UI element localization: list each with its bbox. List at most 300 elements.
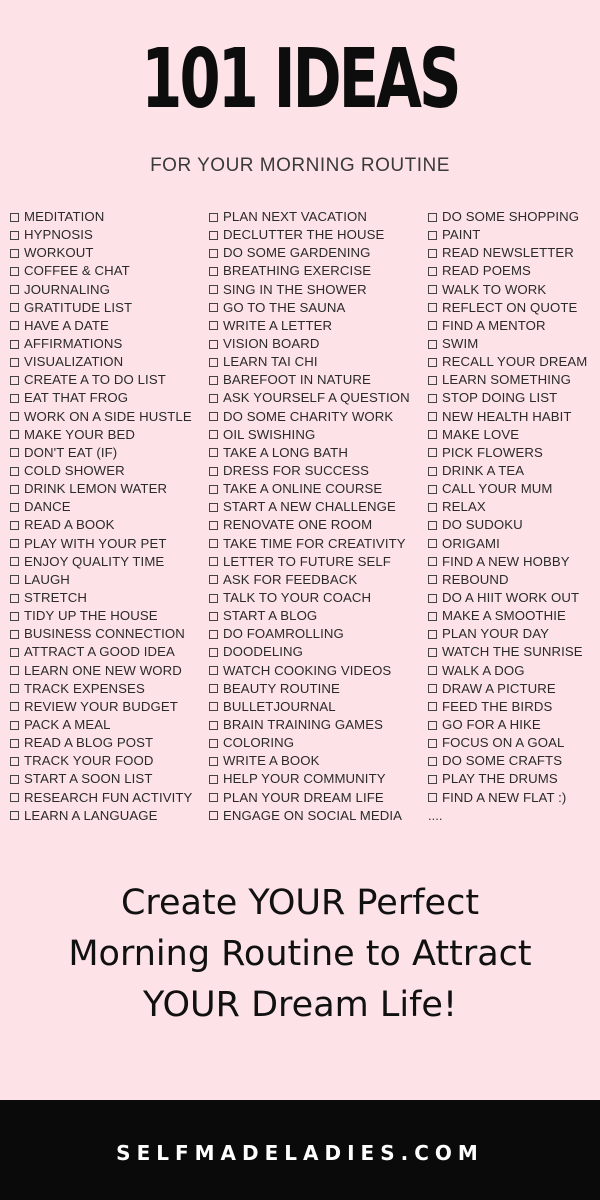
checkbox-icon[interactable] — [10, 594, 19, 603]
idea-label: PLAN YOUR DAY — [442, 626, 550, 642]
idea-item[interactable] — [428, 371, 587, 389]
checkbox-icon[interactable] — [209, 376, 218, 385]
idea-item[interactable] — [10, 625, 192, 643]
checkbox-icon[interactable] — [428, 231, 437, 240]
idea-label: READ A BLOG POST — [24, 735, 154, 751]
idea-label: PLAN NEXT VACATION — [223, 209, 367, 225]
idea-label: DO SOME CHARITY WORK — [223, 408, 394, 424]
checkbox-icon[interactable] — [10, 485, 19, 494]
checkbox-icon[interactable] — [209, 249, 218, 258]
checkbox-icon[interactable] — [428, 503, 437, 512]
checkbox-icon[interactable] — [10, 467, 19, 476]
checkbox-icon[interactable] — [10, 321, 19, 330]
idea-label: FOCUS ON A GOAL — [442, 735, 565, 751]
checkbox-icon[interactable] — [428, 485, 437, 494]
checkbox-icon[interactable] — [209, 557, 218, 566]
idea-item[interactable] — [10, 408, 192, 426]
idea-label: START A BLOG — [223, 608, 318, 624]
idea-item[interactable] — [428, 281, 587, 299]
idea-item[interactable] — [10, 371, 192, 389]
checkbox-icon[interactable] — [209, 340, 218, 349]
checkbox-icon[interactable] — [428, 757, 437, 766]
checkbox-icon[interactable] — [10, 757, 19, 766]
idea-item[interactable] — [209, 281, 410, 299]
idea-label: DOODELING — [223, 644, 304, 660]
idea-label: AFFIRMATIONS — [24, 336, 123, 352]
idea-item[interactable] — [428, 444, 587, 462]
idea-label: REBOUND — [442, 571, 509, 587]
checkbox-icon[interactable] — [10, 412, 19, 421]
checkbox-icon[interactable] — [428, 340, 437, 349]
idea-item[interactable] — [10, 516, 192, 534]
checkbox-icon[interactable] — [428, 249, 437, 258]
idea-label: ASK YOURSELF A QUESTION — [223, 390, 410, 406]
checkbox-icon[interactable] — [209, 757, 218, 766]
checkbox-icon[interactable] — [209, 285, 218, 294]
checkbox-icon[interactable] — [10, 285, 19, 294]
checkbox-icon[interactable] — [209, 811, 218, 820]
idea-label: LAUGH — [24, 571, 70, 587]
idea-item[interactable] — [209, 371, 410, 389]
checkbox-icon[interactable] — [428, 775, 437, 784]
footer-bar — [0, 1100, 600, 1200]
checkbox-icon[interactable] — [428, 285, 437, 294]
checkbox-icon[interactable] — [209, 739, 218, 748]
checkbox-icon[interactable] — [428, 376, 437, 385]
idea-label: DO SOME SHOPPING — [442, 209, 580, 225]
idea-item[interactable] — [10, 571, 192, 589]
idea-item[interactable] — [428, 607, 587, 625]
idea-item[interactable] — [209, 625, 410, 643]
idea-label: LEARN ONE NEW WORD — [24, 662, 182, 678]
checkbox-icon[interactable] — [10, 630, 19, 639]
page-title: 101 IDEAS — [141, 32, 459, 127]
checkbox-icon[interactable] — [428, 448, 437, 457]
idea-item[interactable] — [10, 208, 192, 226]
idea-label: NEW HEALTH HABIT — [442, 408, 572, 424]
checkbox-icon[interactable] — [10, 503, 19, 512]
idea-item[interactable] — [209, 770, 410, 788]
idea-item[interactable] — [10, 353, 192, 371]
checkbox-icon[interactable] — [10, 648, 19, 657]
checkbox-icon[interactable] — [10, 394, 19, 403]
checkbox-icon[interactable] — [209, 448, 218, 457]
idea-label: ORIGAMI — [442, 535, 500, 551]
checkbox-icon[interactable] — [209, 612, 218, 621]
idea-item[interactable] — [428, 571, 587, 589]
idea-item[interactable] — [10, 553, 192, 571]
checkbox-icon[interactable] — [428, 267, 437, 276]
idea-label: DO A HIIT WORK OUT — [442, 590, 580, 606]
idea-item[interactable] — [209, 734, 410, 752]
idea-label: COLORING — [223, 735, 295, 751]
idea-label: START A SOON LIST — [24, 771, 153, 787]
idea-item[interactable] — [428, 208, 587, 226]
idea-item[interactable] — [209, 317, 410, 335]
idea-item[interactable] — [209, 516, 410, 534]
idea-item[interactable] — [209, 535, 410, 553]
checkbox-icon[interactable] — [428, 612, 437, 621]
idea-label: PLAY WITH YOUR PET — [24, 535, 167, 551]
checkbox-icon[interactable] — [209, 721, 218, 730]
checkbox-icon[interactable] — [209, 684, 218, 693]
idea-item[interactable] — [428, 498, 587, 516]
idea-label: DO FOAMROLLING — [223, 626, 344, 642]
idea-item[interactable] — [209, 444, 410, 462]
idea-label: CALL YOUR MUM — [442, 481, 553, 497]
idea-label: PACK A MEAL — [24, 717, 111, 732]
ideas-column-3 — [428, 208, 587, 825]
idea-label: BULLETJOURNAL — [223, 698, 336, 714]
idea-item[interactable] — [209, 643, 410, 661]
idea-label: PAINT — [442, 227, 481, 243]
checkbox-icon[interactable] — [10, 612, 19, 621]
idea-item[interactable] — [10, 789, 192, 807]
idea-label: TIDY UP THE HOUSE — [24, 608, 158, 624]
idea-item[interactable] — [10, 444, 192, 462]
idea-item[interactable] — [209, 498, 410, 516]
idea-label: FIND A MENTOR — [442, 317, 546, 333]
idea-item[interactable] — [10, 535, 192, 553]
idea-item[interactable] — [428, 553, 587, 571]
checkbox-icon[interactable] — [209, 594, 218, 603]
idea-label: TAKE A LONG BATH — [223, 444, 348, 460]
idea-item[interactable] — [209, 716, 410, 734]
checkbox-icon[interactable] — [209, 503, 218, 512]
checkbox-icon[interactable] — [10, 739, 19, 748]
idea-item[interactable] — [10, 752, 192, 770]
checkbox-icon[interactable] — [10, 448, 19, 457]
idea-label: WATCH THE SUNRISE — [442, 644, 583, 660]
checkbox-icon[interactable] — [209, 358, 218, 367]
checkbox-icon[interactable] — [209, 521, 218, 530]
idea-label: STOP DOING LIST — [442, 390, 558, 406]
idea-label: ENJOY QUALITY TIME — [24, 553, 165, 569]
checkbox-icon[interactable] — [428, 321, 437, 330]
idea-item[interactable] — [428, 643, 587, 661]
idea-item[interactable] — [428, 734, 587, 752]
idea-item[interactable] — [428, 625, 587, 643]
checkbox-icon[interactable] — [428, 630, 437, 639]
idea-label: HYPNOSIS — [24, 227, 93, 243]
tagline-line-2: Morning Routine to Attract — [68, 934, 532, 974]
idea-label: READ NEWSLETTER — [442, 245, 574, 261]
checkbox-icon[interactable] — [209, 793, 218, 802]
ideas-column-2 — [209, 208, 410, 825]
idea-label: MAKE YOUR BED — [24, 426, 135, 442]
checkbox-icon[interactable] — [10, 249, 19, 258]
idea-label: LEARN SOMETHING — [442, 372, 571, 388]
idea-item[interactable] — [428, 408, 587, 426]
idea-item[interactable] — [428, 317, 587, 335]
idea-item[interactable] — [428, 226, 587, 244]
checkbox-icon[interactable] — [209, 231, 218, 240]
idea-item[interactable] — [209, 662, 410, 680]
idea-label: TRACK YOUR FOOD — [24, 753, 154, 769]
idea-item[interactable] — [209, 698, 410, 716]
checkbox-icon[interactable] — [209, 321, 218, 330]
checkbox-icon[interactable] — [10, 340, 19, 349]
idea-label: TAKE TIME FOR CREATIVITY — [223, 535, 406, 551]
idea-label: LEARN TAI CHI — [223, 354, 318, 370]
idea-label: VISION BOARD — [223, 336, 320, 352]
idea-item[interactable] — [428, 698, 587, 716]
idea-item[interactable] — [10, 680, 192, 698]
idea-label: RENOVATE ONE ROOM — [223, 517, 373, 533]
checkbox-icon[interactable] — [428, 648, 437, 657]
checkbox-icon[interactable] — [10, 775, 19, 784]
tagline-line-3: YOUR Dream Life! — [143, 985, 457, 1025]
idea-item[interactable] — [428, 516, 587, 534]
idea-label: REFLECT ON QUOTE — [442, 299, 578, 315]
idea-label: BREATHING EXERCISE — [223, 263, 372, 279]
idea-item[interactable] — [428, 262, 587, 280]
checkbox-icon[interactable] — [10, 793, 19, 802]
idea-label: MAKE LOVE — [442, 426, 520, 442]
checkbox-icon[interactable] — [209, 648, 218, 657]
checkbox-icon[interactable] — [209, 630, 218, 639]
idea-item[interactable] — [10, 335, 192, 353]
idea-item[interactable] — [209, 408, 410, 426]
checkbox-icon[interactable] — [428, 793, 437, 802]
checkbox-icon[interactable] — [209, 702, 218, 711]
idea-label: DRAW A PICTURE — [442, 680, 556, 696]
idea-label: PICK FLOWERS — [442, 444, 543, 460]
site-url[interactable]: SELFMADELADIES.COM — [116, 1141, 484, 1165]
checkbox-icon[interactable] — [209, 412, 218, 421]
checkbox-icon[interactable] — [10, 539, 19, 548]
checkbox-icon[interactable] — [428, 666, 437, 675]
idea-label: RELAX — [442, 499, 486, 515]
idea-item[interactable] — [428, 752, 587, 770]
idea-item[interactable] — [10, 662, 192, 680]
idea-label: WALK TO WORK — [442, 281, 547, 297]
idea-item[interactable] — [209, 807, 410, 825]
idea-item[interactable] — [209, 553, 410, 571]
idea-item[interactable] — [209, 335, 410, 353]
checkbox-icon[interactable] — [428, 684, 437, 693]
checkbox-icon[interactable] — [428, 521, 437, 530]
checkbox-icon[interactable] — [428, 702, 437, 711]
idea-item[interactable] — [209, 389, 410, 407]
idea-label: DRESS FOR SUCCESS — [223, 463, 370, 479]
idea-label: TAKE A ONLINE COURSE — [223, 481, 383, 497]
idea-item[interactable] — [10, 299, 192, 317]
page-subtitle: FOR YOUR MORNING ROUTINE — [150, 155, 450, 176]
checkbox-icon[interactable] — [10, 557, 19, 566]
idea-label: SWIM — [442, 336, 479, 352]
checkbox-icon[interactable] — [10, 721, 19, 730]
checkbox-icon[interactable] — [209, 267, 218, 276]
idea-item[interactable] — [428, 480, 587, 498]
idea-item[interactable] — [428, 770, 587, 788]
idea-label: DO SOME GARDENING — [223, 245, 371, 261]
idea-item[interactable] — [209, 299, 410, 317]
idea-label: WALK A DOG — [442, 662, 525, 678]
idea-label: START A NEW CHALLENGE — [223, 499, 396, 515]
checkbox-icon[interactable] — [209, 213, 218, 222]
checkbox-icon[interactable] — [209, 666, 218, 675]
more-ideas-ellipsis: .... — [428, 807, 443, 823]
idea-item[interactable] — [428, 535, 587, 553]
checkbox-icon[interactable] — [10, 521, 19, 530]
idea-item[interactable] — [10, 244, 192, 262]
idea-label: CREATE A TO DO LIST — [24, 372, 166, 388]
checkbox-icon[interactable] — [209, 775, 218, 784]
idea-item[interactable] — [209, 680, 410, 698]
idea-item[interactable] — [10, 589, 192, 607]
idea-item[interactable] — [10, 281, 192, 299]
idea-item[interactable] — [428, 462, 587, 480]
idea-item[interactable] — [209, 226, 410, 244]
idea-label: PLAN YOUR DREAM LIFE — [223, 789, 384, 805]
checkbox-icon[interactable] — [10, 702, 19, 711]
idea-label: GO FOR A HIKE — [442, 717, 541, 732]
checkbox-icon[interactable] — [10, 666, 19, 675]
idea-label: MEDITATION — [24, 209, 105, 225]
idea-label: LEARN A LANGUAGE — [24, 807, 158, 823]
idea-item[interactable] — [428, 789, 587, 807]
idea-label: DANCE — [24, 499, 71, 515]
tagline — [0, 878, 600, 1031]
checkbox-icon[interactable] — [209, 467, 218, 476]
idea-label: TRACK EXPENSES — [24, 680, 145, 696]
checkbox-icon[interactable] — [428, 358, 437, 367]
checkbox-icon[interactable] — [10, 811, 19, 820]
checkbox-icon[interactable] — [10, 231, 19, 240]
checkbox-icon[interactable] — [428, 213, 437, 222]
checkbox-icon[interactable] — [10, 267, 19, 276]
idea-item[interactable] — [428, 353, 587, 371]
idea-item[interactable] — [209, 480, 410, 498]
checkbox-icon[interactable] — [428, 467, 437, 476]
idea-item[interactable] — [10, 643, 192, 661]
checkbox-icon[interactable] — [10, 684, 19, 693]
checkbox-icon[interactable] — [209, 430, 218, 439]
idea-item[interactable] — [428, 426, 587, 444]
idea-item[interactable] — [209, 208, 410, 226]
checkbox-icon[interactable] — [428, 394, 437, 403]
checkbox-icon[interactable] — [428, 430, 437, 439]
checkbox-icon[interactable] — [209, 575, 218, 584]
idea-item[interactable] — [428, 389, 587, 407]
idea-label: STRETCH — [24, 590, 87, 606]
idea-label: READ A BOOK — [24, 517, 115, 533]
checkbox-icon[interactable] — [428, 739, 437, 748]
idea-label: REVIEW YOUR BUDGET — [24, 698, 178, 714]
checkbox-icon[interactable] — [428, 539, 437, 548]
checkbox-icon[interactable] — [10, 303, 19, 312]
idea-label: DON'T EAT (IF) — [24, 444, 118, 460]
idea-label: VISUALIZATION — [24, 354, 124, 370]
idea-label: SING IN THE SHOWER — [223, 281, 367, 297]
checkbox-icon[interactable] — [428, 303, 437, 312]
checkbox-icon[interactable] — [428, 721, 437, 730]
idea-item[interactable] — [10, 317, 192, 335]
idea-item[interactable] — [10, 226, 192, 244]
idea-label: TALK TO YOUR COACH — [223, 590, 372, 606]
idea-item[interactable] — [10, 262, 192, 280]
idea-item[interactable] — [209, 589, 410, 607]
idea-label: BRAIN TRAINING GAMES — [223, 717, 384, 732]
idea-label: ATTRACT A GOOD IDEA — [24, 644, 175, 660]
checkbox-icon[interactable] — [10, 358, 19, 367]
checkbox-icon[interactable] — [209, 485, 218, 494]
idea-label: JOURNALING — [24, 281, 110, 297]
checkbox-icon[interactable] — [10, 213, 19, 222]
idea-label: READ POEMS — [442, 263, 531, 279]
idea-item[interactable] — [10, 480, 192, 498]
checkbox-icon[interactable] — [209, 394, 218, 403]
checkbox-icon[interactable] — [209, 303, 218, 312]
idea-label: DO SUDOKU — [442, 517, 523, 533]
idea-item[interactable] — [10, 607, 192, 625]
idea-label: FEED THE BIRDS — [442, 698, 553, 714]
idea-item[interactable] — [10, 734, 192, 752]
checkbox-icon[interactable] — [209, 539, 218, 548]
idea-label: HELP YOUR COMMUNITY — [223, 771, 386, 787]
idea-label: GO TO THE SAUNA — [223, 299, 346, 315]
idea-item[interactable] — [428, 716, 587, 734]
idea-item[interactable] — [428, 335, 587, 353]
idea-item[interactable] — [10, 389, 192, 407]
ideas-column-1 — [10, 208, 192, 825]
idea-item[interactable] — [209, 462, 410, 480]
tagline-line-1: Create YOUR Perfect — [120, 883, 480, 923]
idea-label: WATCH COOKING VIDEOS — [223, 662, 392, 678]
idea-item[interactable] — [428, 662, 587, 680]
checkbox-icon[interactable] — [428, 594, 437, 603]
idea-item[interactable] — [428, 680, 587, 698]
idea-label: COFFEE & CHAT — [24, 263, 130, 279]
idea-item[interactable] — [10, 807, 192, 825]
idea-item[interactable] — [10, 698, 192, 716]
idea-item[interactable] — [209, 789, 410, 807]
checkbox-icon[interactable] — [428, 575, 437, 584]
idea-item[interactable] — [209, 353, 410, 371]
checkbox-icon[interactable] — [10, 575, 19, 584]
idea-item[interactable] — [209, 244, 410, 262]
idea-label: BEAUTY ROUTINE — [223, 680, 340, 696]
idea-item[interactable] — [428, 244, 587, 262]
idea-item[interactable] — [10, 426, 192, 444]
idea-item[interactable] — [428, 589, 587, 607]
idea-item[interactable] — [428, 299, 587, 317]
idea-item[interactable] — [209, 262, 410, 280]
idea-label: DRINK A TEA — [442, 463, 525, 479]
idea-label: ASK FOR FEEDBACK — [223, 571, 358, 587]
checkbox-icon[interactable] — [428, 557, 437, 566]
idea-label: RECALL YOUR DREAM — [442, 354, 588, 370]
idea-item[interactable] — [209, 426, 410, 444]
checkbox-icon[interactable] — [428, 412, 437, 421]
idea-item[interactable] — [209, 752, 410, 770]
idea-label: HAVE A DATE — [24, 317, 109, 333]
idea-label: DECLUTTER THE HOUSE — [223, 227, 385, 243]
idea-item[interactable] — [209, 571, 410, 589]
idea-label: FIND A NEW HOBBY — [442, 553, 570, 569]
checkbox-icon[interactable] — [10, 376, 19, 385]
idea-item[interactable] — [10, 716, 192, 734]
idea-item[interactable] — [10, 770, 192, 788]
idea-item[interactable] — [209, 607, 410, 625]
idea-item[interactable] — [10, 498, 192, 516]
idea-label: MAKE A SMOOTHIE — [442, 608, 566, 624]
idea-label: BUSINESS CONNECTION — [24, 626, 185, 642]
idea-item[interactable] — [10, 462, 192, 480]
idea-label: RESEARCH FUN ACTIVITY — [24, 789, 193, 805]
checkbox-icon[interactable] — [10, 430, 19, 439]
